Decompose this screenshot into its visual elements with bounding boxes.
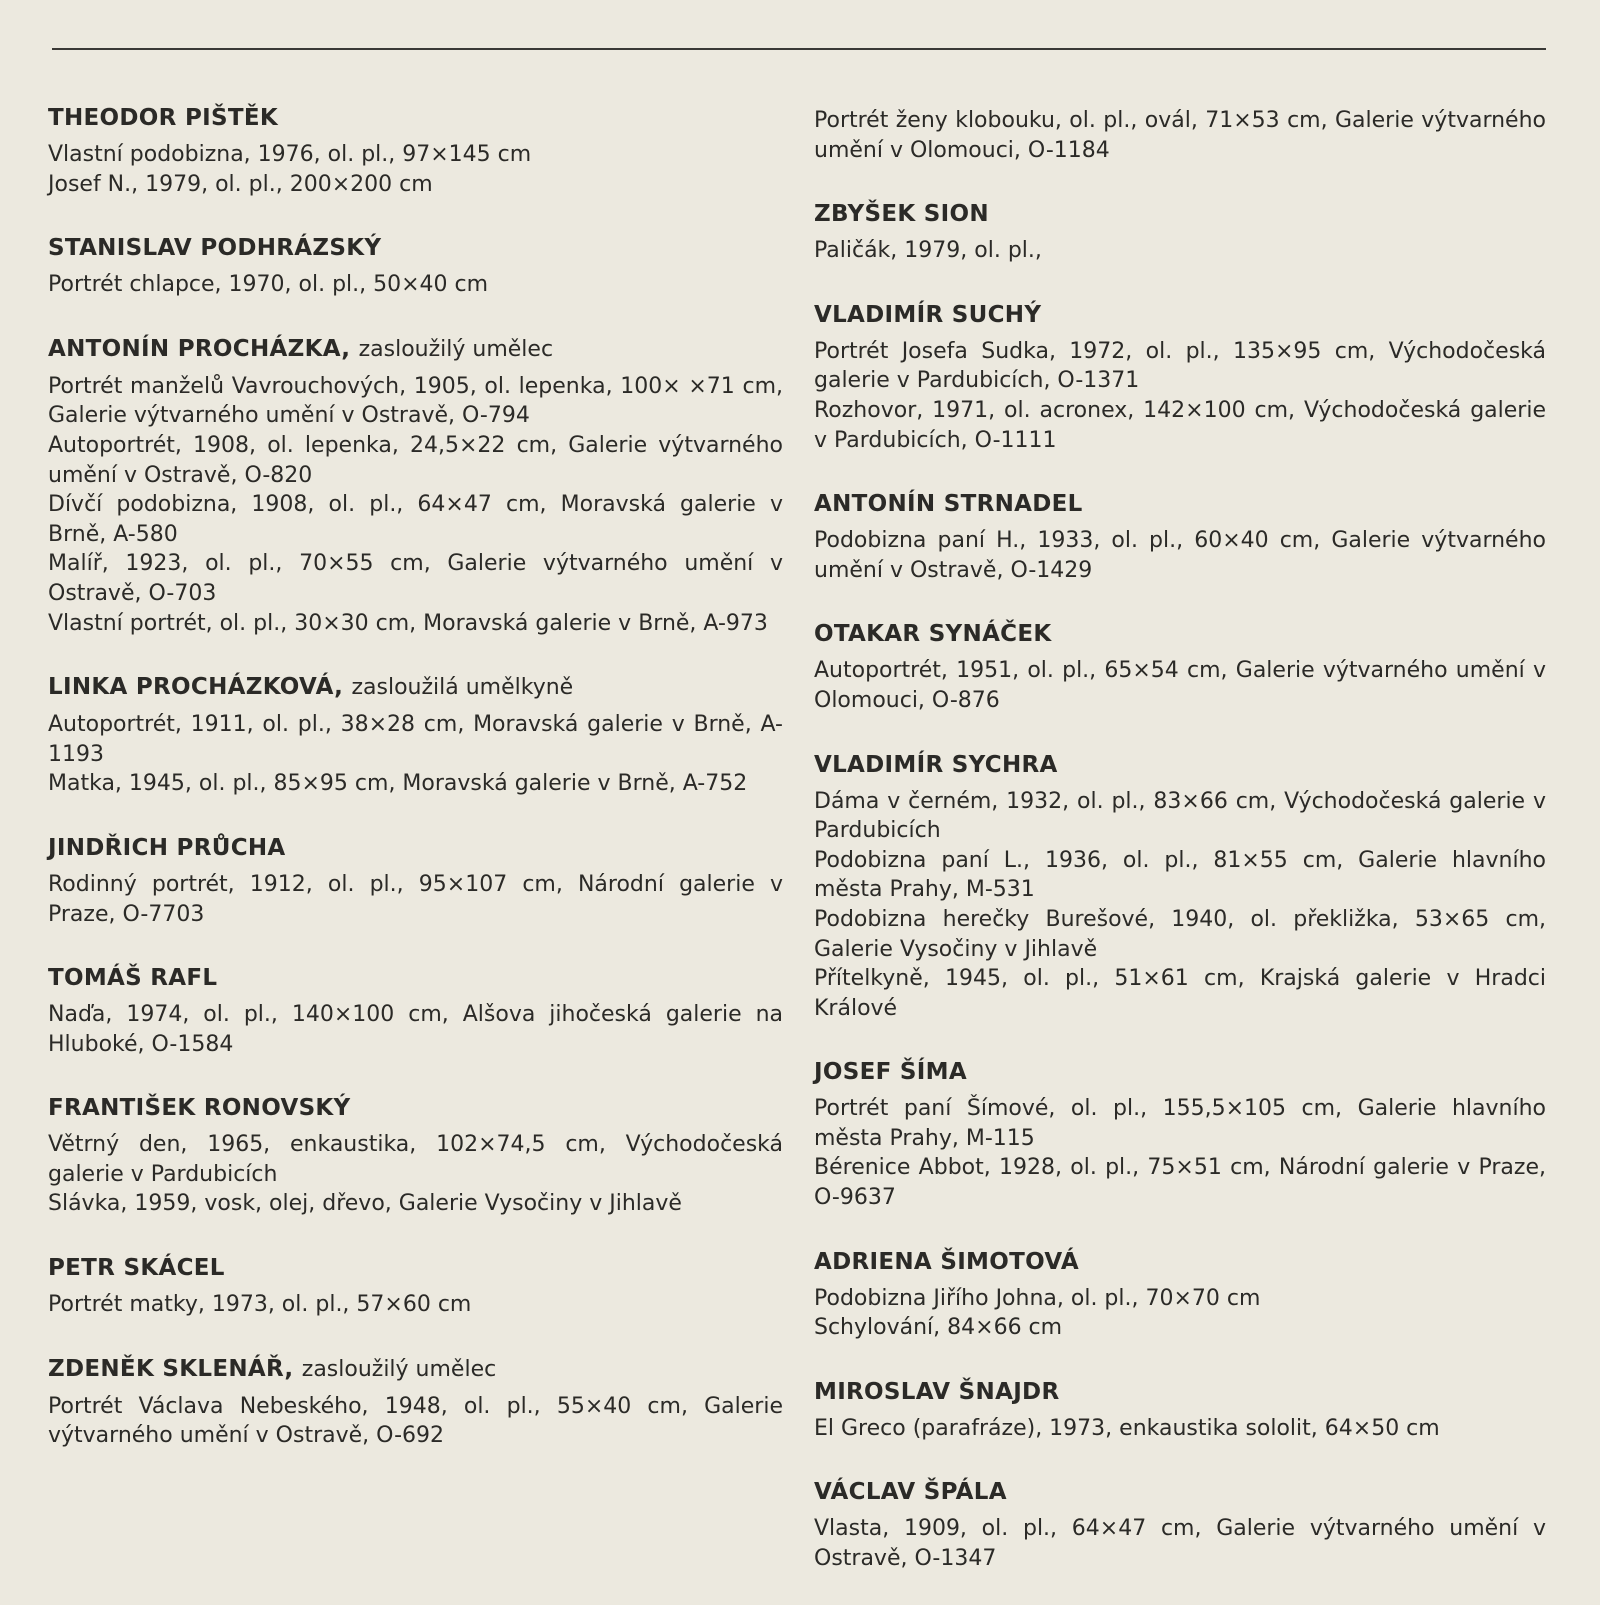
artist-entry bbox=[814, 1244, 1546, 1343]
artist-entry bbox=[814, 196, 1546, 266]
artist-heading bbox=[48, 960, 783, 996]
artist-entry bbox=[48, 230, 783, 300]
artist-heading bbox=[814, 1244, 1546, 1280]
work-item: Slávka, 1959, vosk, olej, dřevo, Galerie Vysočiny v Jihlavě bbox=[48, 1191, 682, 1217]
artist-heading bbox=[48, 331, 783, 368]
work-item: Autoportrét, 1911, ol. pl., 38×28 cm, Moravská galerie v Brně, A-1193 bbox=[48, 712, 783, 767]
artist-heading bbox=[814, 747, 1546, 783]
artist-heading bbox=[814, 297, 1546, 333]
artist-heading bbox=[814, 1054, 1546, 1090]
artist-entry bbox=[814, 297, 1546, 455]
artist-entry bbox=[814, 106, 1546, 165]
artist-heading bbox=[48, 669, 783, 706]
work-item: Větrný den, 1965, enkaustika, 102×74,5 cm, Východočeská galerie v Pardubicích bbox=[48, 1132, 783, 1187]
artist-name: JOSEF ŠÍMA bbox=[814, 1059, 967, 1086]
work-item: Paličák, 1979, ol. pl., bbox=[814, 238, 1042, 264]
artist-name: MIROSLAV ŠNAJDR bbox=[814, 1378, 1060, 1405]
artist-name: VÁCLAV ŠPÁLA bbox=[814, 1479, 1007, 1506]
artist-entry bbox=[814, 1374, 1546, 1444]
work-item: Autoportrét, 1951, ol. pl., 65×54 cm, Galerie výtvarného umění v Olomouci, O-876 bbox=[814, 658, 1546, 713]
top-rule bbox=[52, 48, 1546, 50]
work-item: Portrét manželů Vavrouchových, 1905, ol. lepenka, 100× ×71 cm, Galerie výtvarného umění v Ostravě, O-794 bbox=[48, 373, 783, 429]
artist-entry bbox=[814, 747, 1546, 1024]
artist-name: TOMÁŠ RAFL bbox=[48, 965, 218, 992]
artist-name: THEODOR PIŠTĚK bbox=[48, 105, 278, 131]
artist-entry bbox=[48, 331, 783, 638]
artist-heading bbox=[48, 230, 783, 266]
work-item: Portrét Josefa Sudka, 1972, ol. pl., 135×95 cm, Východočeská galerie v Pardubicích, O-1371 bbox=[814, 338, 1546, 394]
artist-entry bbox=[48, 1250, 783, 1320]
artist-heading bbox=[814, 196, 1546, 232]
artist-name: STANISLAV PODHRÁZSKÝ bbox=[48, 235, 382, 262]
artist-entry bbox=[814, 616, 1546, 715]
artist-name: OTAKAR SYNÁČEK bbox=[814, 621, 1052, 648]
artist-entry bbox=[48, 960, 783, 1059]
work-item: Portrét chlapce, 1970, ol. pl., 50×40 cm bbox=[48, 272, 489, 298]
artist-entry bbox=[48, 830, 783, 929]
work-item: Schylování, 84×66 cm bbox=[814, 1315, 1063, 1341]
artist-name: VLADIMÍR SYCHRA bbox=[814, 751, 1058, 778]
work-item: Přítelkyně, 1945, ol. pl., 51×61 cm, Krajská galerie v Hradci Králové bbox=[814, 966, 1546, 1021]
right-column bbox=[814, 106, 1546, 1605]
work-item: Portrét matky, 1973, ol. pl., 57×60 cm bbox=[48, 1292, 472, 1318]
work-item: Podobizna Jiřího Johna, ol. pl., 70×70 cm bbox=[814, 1285, 1261, 1311]
artist-entry bbox=[814, 1474, 1546, 1573]
work-item: Rozhovor, 1971, ol. acronex, 142×100 cm, Východočeská galerie v Pardubicích, O-1111 bbox=[814, 397, 1546, 453]
work-item: Podobizna herečky Burešové, 1940, ol. překližka, 53×65 cm, Galerie Vysočiny v Jihlavě bbox=[814, 906, 1546, 962]
work-item: Vlastní portrét, ol. pl., 30×30 cm, Moravská galerie v Brně, A-973 bbox=[48, 610, 768, 636]
artist-title: zasloužilý umělec bbox=[301, 1356, 497, 1382]
work-item: Podobizna paní H., 1933, ol. pl., 60×40 cm, Galerie výtvarného umění v Ostravě, O-1429 bbox=[814, 528, 1546, 583]
work-item: Portrét paní Šímové, ol. pl., 155,5×105 cm, Galerie hlavního města Prahy, M-115 bbox=[814, 1096, 1546, 1151]
work-item: Josef N., 1979, ol. pl., 200×200 cm bbox=[48, 171, 433, 197]
artist-name: VLADIMÍR SUCHÝ bbox=[814, 301, 1042, 328]
artist-name: ANTONÍN STRNADEL bbox=[814, 491, 1083, 518]
artist-heading bbox=[814, 1474, 1546, 1510]
work-item: Vlastní podobizna, 1976, ol. pl., 97×145 cm bbox=[48, 142, 532, 167]
artist-name: JINDŘICH PRŮCHA bbox=[48, 834, 286, 861]
artist-name: ZBYŠEK SION bbox=[814, 201, 989, 228]
artist-entry bbox=[48, 1090, 783, 1219]
work-item: Portrét ženy klobouku, ol. pl., ovál, 71×53 cm, Galerie výtvarného umění v Olomouci, O-1184 bbox=[814, 108, 1546, 163]
work-item: Naďa, 1974, ol. pl., 140×100 cm, Alšova jihočeská galerie na Hluboké, O-1584 bbox=[48, 1002, 783, 1057]
work-item: Rodinný portrét, 1912, ol. pl., 95×107 cm, Národní galerie v Praze, O-7703 bbox=[48, 871, 783, 927]
work-item: Autoportrét, 1908, ol. lepenka, 24,5×22 cm, Galerie výtvarného umění v Ostravě, O-820 bbox=[48, 432, 783, 488]
artist-entry bbox=[48, 100, 783, 199]
artist-heading bbox=[814, 486, 1546, 522]
artist-entry bbox=[814, 486, 1546, 585]
work-item: Bérenice Abbot, 1928, ol. pl., 75×51 cm, Národní galerie v Praze, O-9637 bbox=[814, 1155, 1546, 1211]
work-item: Matka, 1945, ol. pl., 85×95 cm, Moravská galerie v Brně, A-752 bbox=[48, 771, 748, 797]
artist-name: LINKA PROCHÁZKOVÁ, bbox=[48, 674, 344, 701]
artist-name: ADRIENA ŠIMOTOVÁ bbox=[814, 1248, 1079, 1275]
artist-entry bbox=[814, 1054, 1546, 1212]
work-item: Vlasta, 1909, ol. pl., 64×47 cm, Galerie výtvarného umění v Ostravě, O-1347 bbox=[814, 1516, 1546, 1572]
artist-title: zasloužilý umělec bbox=[358, 336, 554, 362]
work-item: Dívčí podobizna, 1908, ol. pl., 64×47 cm, Moravská galerie v Brně, A-580 bbox=[48, 492, 783, 547]
work-item: Portrét Václava Nebeského, 1948, ol. pl., 55×40 cm, Galerie výtvarného umění v Ostravě, O-692 bbox=[48, 1393, 783, 1449]
left-column bbox=[48, 100, 783, 1482]
work-item: El Greco (parafráze), 1973, enkaustika sololit, 64×50 cm bbox=[814, 1415, 1440, 1441]
artist-heading bbox=[814, 1374, 1546, 1410]
artist-title: zasloužilá umělkyně bbox=[351, 675, 574, 701]
artist-heading bbox=[48, 1250, 783, 1286]
artist-name: ANTONÍN PROCHÁZKA, bbox=[48, 335, 351, 362]
work-item: Dáma v černém, 1932, ol. pl., 83×66 cm, Východočeská galerie v Pardubicích bbox=[814, 788, 1546, 844]
artist-heading bbox=[48, 1351, 783, 1388]
work-item: Podobizna paní L., 1936, ol. pl., 81×55 cm, Galerie hlavního města Prahy, M-531 bbox=[814, 847, 1546, 903]
artist-name: FRANTIŠEK RONOVSKÝ bbox=[48, 1095, 351, 1122]
artist-name: ZDENĚK SKLENÁŘ, bbox=[48, 1355, 294, 1382]
artist-heading bbox=[48, 830, 783, 866]
work-item: Malíř, 1923, ol. pl., 70×55 cm, Galerie výtvarného umění v Ostravě, O-703 bbox=[48, 551, 783, 606]
artist-heading bbox=[48, 100, 783, 136]
artist-heading bbox=[48, 1090, 783, 1126]
artist-entry bbox=[48, 669, 783, 799]
artist-entry bbox=[48, 1351, 783, 1451]
artist-name: PETR SKÁCEL bbox=[48, 1255, 225, 1282]
artist-heading bbox=[814, 616, 1546, 652]
